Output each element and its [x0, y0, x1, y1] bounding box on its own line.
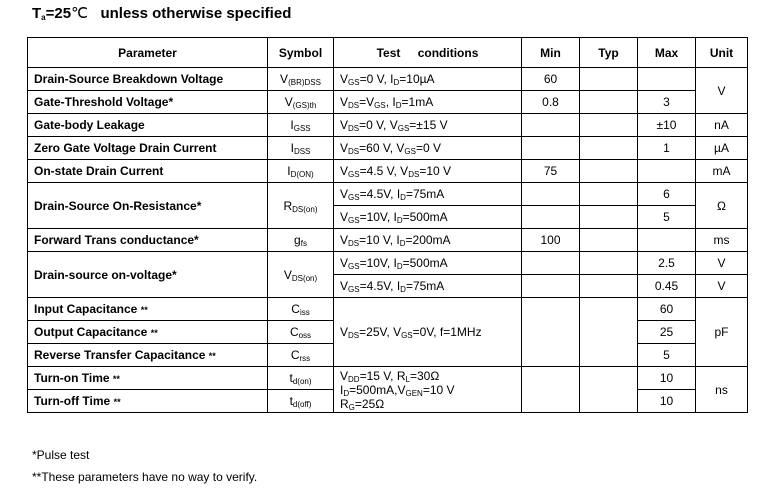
- max-value: 60: [638, 298, 696, 321]
- min-value: 75: [522, 160, 580, 183]
- param-name: Output Capacitance **: [28, 321, 268, 344]
- typ-value: [580, 206, 638, 229]
- max-value: 10: [638, 390, 696, 413]
- symbol: $t_{d(on)}$: [268, 367, 334, 390]
- min-value: [522, 275, 580, 298]
- typ-value: [580, 367, 638, 413]
- symbol: $V_{(GS)th}$: [268, 91, 334, 114]
- param-name: Input Capacitance **: [28, 298, 268, 321]
- typ-value: [580, 229, 638, 252]
- temp-symbol: T: [32, 5, 42, 22]
- min-value: 100: [522, 229, 580, 252]
- typ-value: [580, 183, 638, 206]
- col-max: Max: [638, 38, 696, 68]
- typ-value: [580, 137, 638, 160]
- table-row: [28, 252, 748, 275]
- conditions-heading: [32, 4, 291, 22]
- min-value: 60: [522, 68, 580, 91]
- max-value: 5: [638, 206, 696, 229]
- test-condition: $V_{GS}=0$ V, $I_D=10\mu A$: [334, 68, 522, 91]
- table-row: [28, 229, 748, 252]
- unit-value: ns: [696, 367, 748, 413]
- param-name: Forward Trans conductance*: [28, 229, 268, 252]
- unit-value: nA: [696, 114, 748, 137]
- param-name: Drain-Source Breakdown Voltage: [28, 68, 268, 91]
- unit-value: µA: [696, 137, 748, 160]
- test-condition: $V_{DS}=0$ V, $V_{GS}=\pm 15$ V: [334, 114, 522, 137]
- param-name: Drain-Source On-Resistance*: [28, 183, 268, 229]
- param-name: Drain-source on-voltage*: [28, 252, 268, 298]
- param-name: On-state Drain Current: [28, 160, 268, 183]
- temp-value: =25: [45, 5, 72, 22]
- symbol: $V_{(BR)DSS}$: [268, 68, 334, 91]
- table-row: [28, 68, 748, 91]
- col-min: Min: [522, 38, 580, 68]
- table-row: [28, 298, 748, 321]
- typ-value: [580, 298, 638, 367]
- unit-value: Ω: [696, 183, 748, 229]
- test-condition: $V_{GS}=4.5V$, $I_D=75mA$: [334, 183, 522, 206]
- max-value: 3: [638, 91, 696, 114]
- unit-value: ms: [696, 229, 748, 252]
- table-row: [28, 114, 748, 137]
- typ-value: [580, 252, 638, 275]
- param-name: Turn-on Time **: [28, 367, 268, 390]
- param-name: Zero Gate Voltage Drain Current: [28, 137, 268, 160]
- test-condition: $V_{GS}=4.5$ V, $V_{DS}=10$ V: [334, 160, 522, 183]
- test-condition: $V_{DS}=25V$, $V_{GS}=0V$, f=1MHz: [334, 298, 522, 367]
- header-row: [28, 38, 748, 68]
- param-name: Turn-off Time **: [28, 390, 268, 413]
- max-value: 0.45: [638, 275, 696, 298]
- unit-value: V: [696, 252, 748, 275]
- param-name: Reverse Transfer Capacitance **: [28, 344, 268, 367]
- typ-value: [580, 275, 638, 298]
- electrical-characteristics-table: [27, 37, 748, 413]
- min-value: [522, 183, 580, 206]
- table-row: [28, 91, 748, 114]
- symbol: $I_{D(ON)}$: [268, 160, 334, 183]
- col-typ: Typ: [580, 38, 638, 68]
- table-row: [28, 137, 748, 160]
- max-value: 10: [638, 367, 696, 390]
- verify-note: **These parameters have no way to verify.: [32, 470, 258, 484]
- max-value: [638, 229, 696, 252]
- min-value: [522, 252, 580, 275]
- pulse-test-note: *Pulse test: [32, 448, 90, 462]
- min-value: [522, 137, 580, 160]
- typ-value: [580, 160, 638, 183]
- max-value: 2.5: [638, 252, 696, 275]
- table-row: [28, 160, 748, 183]
- max-value: 1: [638, 137, 696, 160]
- param-name: Gate-body Leakage: [28, 114, 268, 137]
- test-condition: $V_{DS}=60$ V, $V_{GS}=0$ V: [334, 137, 522, 160]
- symbol: $g_{fs}$: [268, 229, 334, 252]
- test-condition: $V_{DD}=15$ V, $R_L=30\Omega$ $I_D=500mA,V_{GEN}=10$ V $R_G=25\Omega$: [334, 367, 522, 413]
- test-condition: $V_{DS}=10$ V, $I_D=200mA$: [334, 229, 522, 252]
- min-value: [522, 298, 580, 367]
- unit-value: V: [696, 275, 748, 298]
- symbol: $R_{DS(on)}$: [268, 183, 334, 229]
- max-value: [638, 68, 696, 91]
- max-value: ±10: [638, 114, 696, 137]
- symbol: $V_{DS(on)}$: [268, 252, 334, 298]
- test-condition: $V_{GS}=4.5V$, $I_D=75mA$: [334, 275, 522, 298]
- typ-value: [580, 68, 638, 91]
- heading-text: unless otherwise specified: [100, 5, 292, 22]
- max-value: 25: [638, 321, 696, 344]
- col-symbol: Symbol: [268, 38, 334, 68]
- symbol: $t_{d(off)}$: [268, 390, 334, 413]
- symbol: $C_{iss}$: [268, 298, 334, 321]
- table-row: [28, 367, 748, 390]
- typ-value: [580, 91, 638, 114]
- test-condition: $V_{GS}=10V$, $I_D=500mA$: [334, 252, 522, 275]
- symbol: $C_{rss}$: [268, 344, 334, 367]
- unit-value: mA: [696, 160, 748, 183]
- param-name: Gate-Threshold Voltage*: [28, 91, 268, 114]
- test-condition: $V_{GS}=10V$, $I_D=500mA$: [334, 206, 522, 229]
- test-condition: $V_{DS}=V_{GS}$, $I_D=1mA$: [334, 91, 522, 114]
- max-value: 6: [638, 183, 696, 206]
- symbol: $C_{oss}$: [268, 321, 334, 344]
- min-value: 0.8: [522, 91, 580, 114]
- min-value: [522, 114, 580, 137]
- min-value: [522, 206, 580, 229]
- symbol: $I_{DSS}$: [268, 137, 334, 160]
- typ-value: [580, 114, 638, 137]
- col-parameter: Parameter: [28, 38, 268, 68]
- temp-subscript: a: [41, 13, 46, 22]
- col-unit: Unit: [696, 38, 748, 68]
- symbol: $I_{GSS}$: [268, 114, 334, 137]
- max-value: 5: [638, 344, 696, 367]
- max-value: [638, 160, 696, 183]
- degree-sign: ℃: [71, 5, 88, 22]
- col-test-conditions: Test conditions: [334, 38, 522, 68]
- table-row: [28, 183, 748, 206]
- unit-value: V: [696, 68, 748, 114]
- unit-value: pF: [696, 298, 748, 367]
- min-value: [522, 367, 580, 413]
